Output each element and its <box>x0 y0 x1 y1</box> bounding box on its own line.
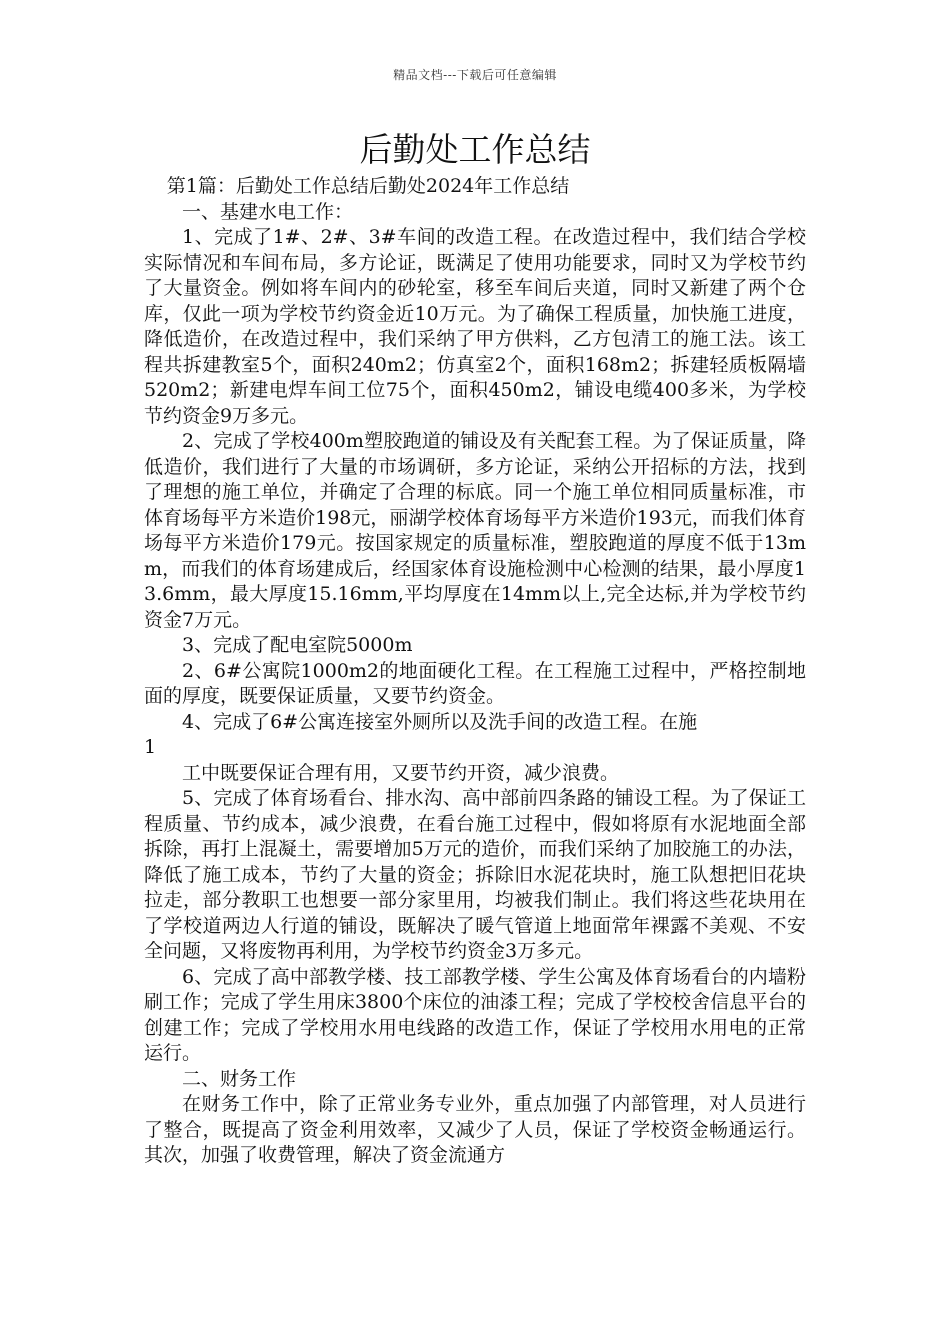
paragraph: 在财务工作中，除了正常业务专业外，重点加强了内部管理，对人员进行了整合，既提高了资金利用效率，又减少了人员，保证了学校资金畅通运行。其次，加强了收费管理，解决了资金流通方 <box>144 1093 806 1166</box>
paragraph: 一、基建水电工作： <box>182 200 354 223</box>
paragraph: 1 <box>144 736 157 758</box>
paragraph: 二、财务工作 <box>182 1067 297 1090</box>
paragraph: 6、完成了高中部教学楼、技工部教学楼、学生公寓及体育场看台的内墙粉刷工作；完成了学生用床3800个床位的油漆工程；完成了学校校舍信息平台的创建工作；完成了学校用水用电线路的改造工作，保证了学校用水用电的正常运行。 <box>144 965 806 1064</box>
document-title: 后勤处工作总结 <box>359 130 591 169</box>
document-body <box>144 174 806 1169</box>
paragraph: 2、完成了学校400m塑胶跑道的铺设及有关配套工程。为了保证质量，降低造价，我们进行了大量的市场调研，多方论证，采纳公开招标的方法，找到了理想的施工单位，并确定了合理的标底。同一个施工单位相同质量标准，市体育场每平方米造价198元，丽湖学校体育场每平方米造价193元，而我们体育场每平方米造价179元。按国家规定的质量标准，塑胶跑道的厚度不低于13mm，而我们的体育场建成后，经国家体育设施检测中心检测的结果，最小厚度13.6mm，最大厚度15.16mm,平均厚度在14mm以上,完全达标,并为学校节约资金7万元。 <box>144 430 806 631</box>
page-header: 精品文档---下载后可任意编辑 <box>393 68 557 82</box>
paragraph: 3、完成了配电室院5000m <box>182 634 413 656</box>
paragraph: 2、6#公寓院1000m2的地面硬化工程。在工程施工过程中，严格控制地面的厚度，既要保证质量，又要节约资金。 <box>144 659 806 707</box>
paragraph: 第1篇：后勤处工作总结后勤处2024年工作总结 <box>166 175 570 197</box>
paragraph: 5、完成了体育场看台、排水沟、高中部前四条路的铺设工程。为了保证工程质量、节约成本，减少浪费，在看台施工过程中，假如将原有水泥地面全部拆除，再打上混凝土，需要增加5万元的造价，而我们采纳了加胶施工的办法，降低了施工成本，节约了大量的资金；拆除旧水泥花块时，施工队想把旧花块拉走，部分教职工也想要一部分家里用，均被我们制止。我们将这些花块用在了学校道两边人行道的铺设，既解决了暖气管道上地面常年裸露不美观、不安全问题，又将废物再利用，为学校节约资金3万多元。 <box>144 787 806 962</box>
paragraph: 4、完成了6#公寓连接室外厕所以及洗手间的改造工程。在施 <box>182 710 698 733</box>
paragraph: 1、完成了1#、2#、3#车间的改造工程。在改造过程中，我们结合学校实际情况和车间布局，多方论证，既满足了使用功能要求，同时又为学校节约了大量资金。例如将车间内的砂轮室，移至车间后夹道，同时又新建了两个仓库，仅此一项为学校节约资金近10万元。为了确保工程质量，加快施工进度，降低造价，在改造过程中，我们采纳了甲方供料，乙方包清工的施工法。该工程共拆建教室5个，面积240m2；仿真室2个，面积168m2；拆建轻质板隔墙520m2；新建电焊车间工位75个，面积450m2，铺设电缆400多米，为学校节约资金9万多元。 <box>144 226 806 427</box>
paragraph: 工中既要保证合理有用，又要节约开资，减少浪费。 <box>182 761 620 784</box>
